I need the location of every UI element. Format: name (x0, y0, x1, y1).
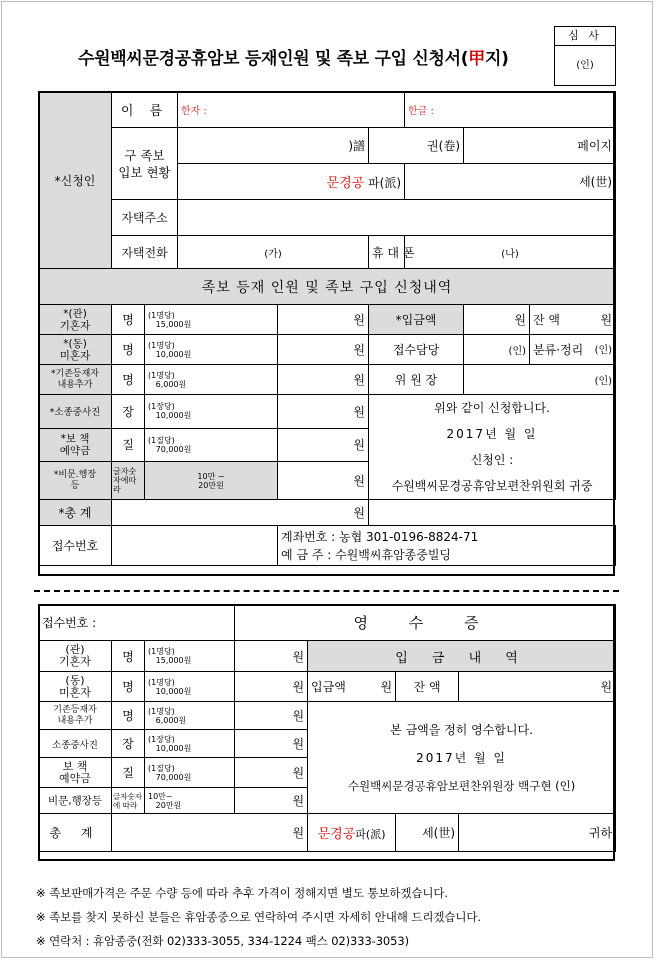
receipt-deposit-field[interactable]: 입금액 원 (308, 672, 396, 702)
item-amount-field[interactable]: 원 (278, 428, 369, 462)
item-amount-field[interactable]: 원 (278, 462, 369, 500)
receipt-item-amount[interactable]: 원 (235, 788, 308, 814)
item-price: (1명당) 15,000원 (145, 305, 278, 335)
book-field[interactable]: )譜 (178, 128, 369, 164)
receipt-item-unit: 글자숫자에 따라 (112, 788, 145, 814)
hangul-name-field[interactable]: 한글 : (405, 92, 616, 128)
receipt-recipient[interactable]: 귀하 (459, 814, 616, 852)
receipt-balance-field[interactable]: 원 (459, 672, 616, 702)
receipt-item-unit: 명 (112, 702, 145, 730)
committee-stamp[interactable]: (인) (464, 365, 616, 395)
item-unit: 명 (112, 335, 145, 365)
phone-label: 자택전화 (112, 236, 178, 269)
receipt-title: 영 수 증 (235, 605, 616, 641)
note-item: ※ 족보를 찾지 못하신 분들은 휴암종중으로 연락하여 주시면 자세히 안내해 드리겠습니다. (36, 910, 481, 924)
sorter-stamp[interactable]: 분류·정리 (인) (530, 335, 616, 365)
item-label-married: *(관) 기혼자 (39, 305, 112, 335)
item-price: (1질당) 70,000원 (145, 428, 278, 462)
receipt-table (38, 604, 616, 852)
phone-field[interactable]: (가) (178, 236, 369, 269)
form-title: 수원백씨문경공휴암보 등재인원 및 족보 구입 신청서(甲지) (78, 49, 509, 69)
item-label-reserve: *보 책 예약금 (39, 428, 112, 462)
receipt-item-price: (1명당) 15,000원 (145, 641, 235, 672)
receipt-balance-label: 잔 액 (396, 672, 459, 702)
receipt-item-amount[interactable]: 원 (235, 641, 308, 672)
receipt-branch: 문경공파(派) (308, 814, 396, 852)
receipt-item-amount[interactable]: 원 (235, 672, 308, 702)
item-amount-field[interactable]: 원 (278, 335, 369, 365)
item-amount-field[interactable]: 원 (278, 395, 369, 429)
item-price: (1장당) 10,000원 (145, 395, 278, 429)
name-label: 이 름 (112, 92, 178, 128)
page-field[interactable]: 페이지 (464, 128, 616, 164)
committee-label: 위 원 장 (369, 365, 464, 395)
receipt-item-unmarried: (동) 미혼자 (39, 672, 112, 702)
note-item: ※ 연락처 : 휴암종중(전화 02)333-3055, 334-1224 팩스 02)333-3053) (36, 934, 409, 948)
item-price: 10만 ~ 20만원 (145, 462, 278, 500)
item-unit: 질 (112, 428, 145, 462)
review-stamp-box (554, 26, 616, 86)
receipt-item-price: 10만~ 20만원 (145, 788, 235, 814)
application-statement: 위와 같이 신청합니다. 2017년 월 일 신청인 : 수원백씨문경공휴암보편찬위원회 귀중 (369, 395, 616, 500)
receipt-item-unit: 명 (112, 641, 145, 672)
hanja-name-field[interactable]: 한자 : (178, 92, 405, 128)
item-price: (1명당) 10,000원 (145, 335, 278, 365)
request-section-title: 족보 등재 인원 및 족보 구입 신청내역 (39, 269, 616, 305)
item-unit: 명 (112, 365, 145, 395)
receipt-total-field[interactable]: 원 (112, 814, 308, 852)
deposit-label: *입금액 (369, 305, 464, 335)
item-amount-field[interactable]: 원 (278, 365, 369, 395)
receipt-item-married: (관) 기혼자 (39, 641, 112, 672)
receipt-item-unit: 질 (112, 758, 145, 788)
item-label-epitaph: *비문.행장 등 (39, 462, 112, 500)
deposit-field[interactable]: 원 (464, 305, 530, 335)
receipt-item-unit: 명 (112, 672, 145, 702)
receipt-total-label: 총 계 (39, 814, 112, 852)
bank-account-info: 계좌번호 : 농협 301-0196-8824-71 예 금 주 : 수원백씨휴암종중빌딩 (278, 526, 616, 566)
deposit-details-header: 입 금 내 역 (308, 641, 616, 672)
receipt-item-existing: 기존등재자 내용추가 (39, 702, 112, 730)
receipt-item-price: (1질당) 70,000원 (145, 758, 235, 788)
item-amount-field[interactable]: 원 (278, 305, 369, 335)
item-label-existing: *기존등재자 내용추가 (39, 365, 112, 395)
review-stamp-mark: (인) (576, 60, 594, 71)
generation-field[interactable]: 세(世) (405, 164, 616, 200)
volume-field[interactable]: 권(卷) (369, 128, 464, 164)
receiver-stamp[interactable]: (인) (464, 335, 530, 365)
balance-field[interactable]: 잔 액 원 (530, 305, 616, 335)
application-table (38, 91, 616, 566)
receipt-item-amount[interactable]: 원 (235, 758, 308, 788)
receipt-item-photo: 소종중사진 (39, 730, 112, 758)
branch-field[interactable]: 문경공 파(派) (178, 164, 405, 200)
notes (36, 881, 481, 953)
item-price: (1명당) 6,000원 (145, 365, 278, 395)
total-label: *총 계 (39, 500, 112, 526)
total-field[interactable]: 원 (112, 500, 369, 526)
receipt-generation[interactable]: 세(世) (396, 814, 459, 852)
item-unit: 장 (112, 395, 145, 429)
receipt-item-amount[interactable]: 원 (235, 730, 308, 758)
old-genealogy-label: 구 족보 입보 현황 (112, 128, 178, 200)
item-label-photo: *소종중사진 (39, 395, 112, 429)
receipt-item-reserve: 보 책 예약금 (39, 758, 112, 788)
item-label-unmarried: *(동) 미혼자 (39, 335, 112, 365)
mobile-field[interactable]: (나) (405, 236, 616, 269)
cut-line (34, 590, 619, 592)
address-field[interactable] (178, 200, 616, 236)
receipt-number-field[interactable] (112, 526, 278, 566)
applicant-section-label: *신청인 (39, 92, 112, 269)
item-unit: 글자숫자에따라 (112, 462, 145, 500)
review-stamp-label: 심 사 (555, 27, 615, 46)
receipt-item-epitaph: 비문,행장등 (39, 788, 112, 814)
item-unit: 명 (112, 305, 145, 335)
receipt-item-amount[interactable]: 원 (235, 702, 308, 730)
receipt-item-price: (1명당) 10,000원 (145, 672, 235, 702)
mobile-label: 휴 대 폰 (369, 236, 405, 269)
receipt-number-label: 접수번호 (39, 526, 112, 566)
receipt-item-price: (1장당) 10,000원 (145, 730, 235, 758)
receipt-number-field[interactable]: 접수번호 : (39, 605, 235, 641)
receiver-label: 접수담당 (369, 335, 464, 365)
receipt-statement: 본 금액을 정히 영수합니다. 2017년 월 일 수원백씨문경공휴암보편찬위원장 백구현 (인) (308, 702, 616, 814)
note-item: ※ 족보판매가격은 주문 수량 등에 따라 추후 가격이 정해지면 별도 통보하겠습니다. (36, 886, 448, 900)
receipt-item-unit: 장 (112, 730, 145, 758)
receipt-item-price: (1명당) 6,000원 (145, 702, 235, 730)
address-label: 자택주소 (112, 200, 178, 236)
